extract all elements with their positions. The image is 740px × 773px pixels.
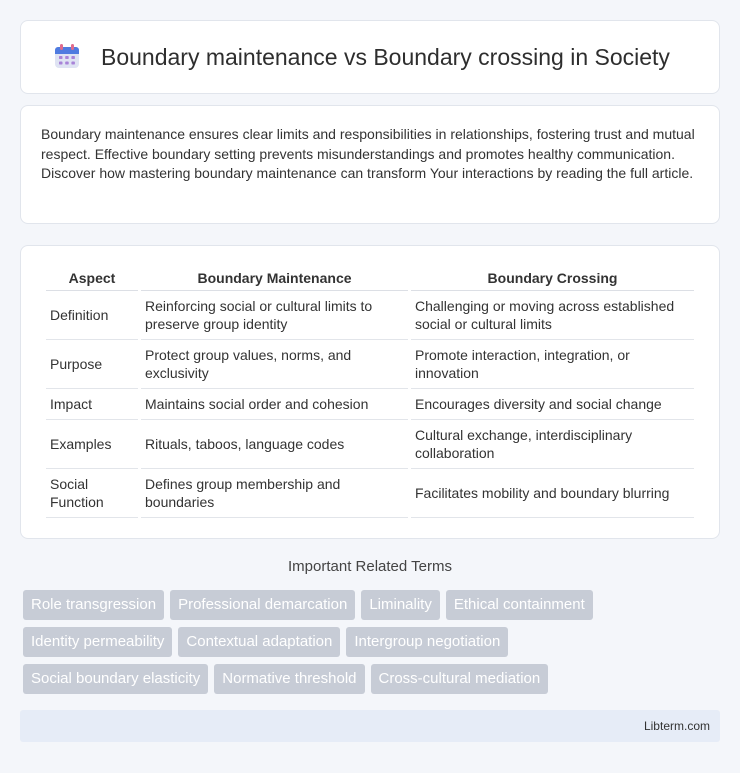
header-aspect: Aspect: [46, 265, 138, 291]
page-title: Boundary maintenance vs Boundary crossing in Society: [101, 43, 670, 70]
row-crossing: Facilitates mobility and boundary blurring: [411, 469, 694, 518]
row-aspect: Impact: [46, 389, 138, 420]
tag-normative-threshold[interactable]: Normative threshold: [214, 664, 364, 694]
tag-professional-demarcation[interactable]: Professional demarcation: [170, 590, 355, 620]
tag-intergroup-negotiation[interactable]: Intergroup negotiation: [346, 627, 508, 657]
related-terms-title: Important Related Terms: [288, 558, 452, 575]
row-maintenance: Defines group membership and boundaries: [141, 469, 408, 518]
row-crossing: Challenging or moving across established social or cultural limits: [411, 291, 694, 340]
footer: [20, 710, 720, 742]
table-row: [46, 291, 694, 340]
intro-text: Boundary maintenance ensures clear limits and responsibilities in relationships, fostering trust and mutual respect. Effective boundary setting prevents misunderstandings and promotes healthy communication. Discover how mastering boundary maintenance can transform Your interactions by reading the full article.: [41, 126, 695, 182]
row-maintenance: Maintains social order and cohesion: [141, 389, 408, 420]
table-row: [46, 389, 694, 420]
footer-site-link[interactable]: Libterm.com: [643, 719, 710, 733]
tag-row: [23, 590, 720, 620]
header-boundary-maintenance: Boundary Maintenance: [141, 265, 408, 291]
row-aspect: Definition: [46, 291, 138, 340]
calendar-icon: [53, 43, 81, 71]
row-aspect: Purpose: [46, 340, 138, 389]
tag-cross-cultural-mediation[interactable]: Cross-cultural mediation: [371, 664, 549, 694]
tag-contextual-adaptation[interactable]: Contextual adaptation: [178, 627, 340, 657]
intro-card: [20, 105, 720, 224]
tag-row: [23, 627, 720, 657]
tag-row: [23, 664, 720, 694]
row-aspect: Examples: [46, 420, 138, 469]
table-header-row: [46, 265, 694, 291]
tag-social-boundary-elasticity[interactable]: Social boundary elasticity: [23, 664, 208, 694]
tag-identity-permeability[interactable]: Identity permeability: [23, 627, 172, 657]
header-boundary-crossing: Boundary Crossing: [411, 265, 694, 291]
table-row: [46, 340, 694, 389]
row-crossing: Promote interaction, integration, or innovation: [411, 340, 694, 389]
row-maintenance: Rituals, taboos, language codes: [141, 420, 408, 469]
comparison-table-card: [20, 245, 720, 539]
row-crossing: Cultural exchange, interdisciplinary collaboration: [411, 420, 694, 469]
row-crossing: Encourages diversity and social change: [411, 389, 694, 420]
title-card: [20, 20, 720, 94]
tag-liminality[interactable]: Liminality: [361, 590, 440, 620]
row-aspect: Social Function: [46, 469, 138, 518]
row-maintenance: Protect group values, norms, and exclusivity: [141, 340, 408, 389]
related-terms-tags: [20, 590, 720, 694]
related-terms-section: [20, 558, 720, 701]
tag-ethical-containment[interactable]: Ethical containment: [446, 590, 593, 620]
comparison-table: [43, 265, 697, 518]
tag-role-transgression[interactable]: Role transgression: [23, 590, 164, 620]
row-maintenance: Reinforcing social or cultural limits to preserve group identity: [141, 291, 408, 340]
table-row: [46, 420, 694, 469]
table-row: [46, 469, 694, 518]
